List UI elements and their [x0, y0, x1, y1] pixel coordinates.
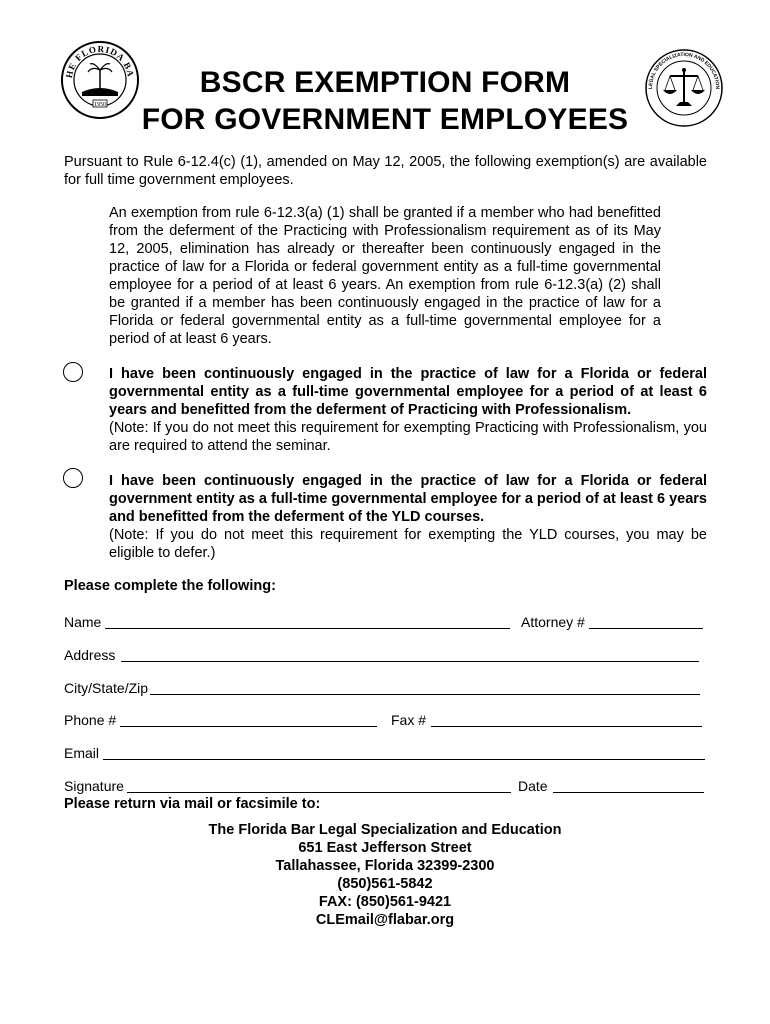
seal-year: 1950 [94, 102, 106, 108]
return-phone: (850)561-5842 [337, 876, 433, 892]
address-label: Address [64, 647, 116, 663]
phone-label: Phone # [64, 712, 117, 728]
fax-label: Fax # [391, 712, 427, 728]
option-2 [109, 472, 707, 562]
attorney-number-label: Attorney # [521, 614, 585, 630]
exemption-rule-paragraph: An exemption from rule 6-12.3(a) (1) shall be granted if a member who had benefitted from the deferment of the Practicing with Professionalism requirement as of its May 12, 2005, elimination has already or thereafter been continuously engaged in the practice of law for a Florida or federal government entity as a full-time governmental employee for a period of at least 6 years. An exemption from rule 6-12.3(a) (2) shall be granted if a member has been continuously engaged in the practice of law for a Florida or federal governmental entity as a full-time governmental employee for a period of at least 6 years. [109, 205, 661, 347]
return-heading: Please return via mail or facsimile to: [64, 796, 321, 812]
option-1-statement: I have been continuously engaged in the practice of law for a Florida or federal governmental entity as a full-time governmental employee for a period of at least 6 years and benefitted from the deferment of Practicing with Professionalism. [109, 366, 707, 418]
date-label: Date [518, 778, 548, 794]
attorney-number-field[interactable] [589, 628, 703, 629]
return-email: CLEmail@flabar.org [315, 912, 455, 928]
date-field[interactable] [553, 792, 704, 793]
city-state-zip-field[interactable] [150, 694, 700, 695]
signature-field[interactable] [127, 792, 511, 793]
option-1-note: (Note: If you do not meet this requirement for exempting Practicing with Professionalism, you are required to attend the seminar. [109, 420, 707, 454]
option-1-radio[interactable] [63, 362, 83, 382]
city-state-zip-label: City/State/Zip [64, 680, 149, 696]
email-field[interactable] [103, 759, 705, 760]
option-2-note: (Note: If you do not meet this requirement for exempting the YLD courses, you may be eligible to defer.) [109, 527, 707, 561]
option-2-statement: I have been continuously engaged in the practice of law for a Florida or federal government entity as a full-time governmental employee for a period of at least 6 years and benefitted from the deferment of the YLD courses. [109, 473, 707, 525]
page-title-line2: FOR GOVERNMENT EMPLOYEES [141, 103, 629, 136]
seal-text: THE FLORIDA BAR [56, 32, 136, 79]
name-field[interactable] [105, 628, 510, 629]
option-2-radio[interactable] [63, 468, 83, 488]
seal-ring-text: LEGAL SPECIALIZATION AND EDUCATION [647, 51, 721, 90]
return-fax: FAX: (850)561-9421 [318, 894, 452, 910]
intro-paragraph: Pursuant to Rule 6-12.4(c) (1), amended on May 12, 2005, the following exemption(s) are available for full time government employees. [64, 154, 707, 188]
page-title-line1: BSCR EXEMPTION FORM [199, 66, 571, 99]
return-city: Tallahassee, Florida 32399-2300 [275, 858, 495, 874]
return-street: 651 East Jefferson Street [298, 840, 472, 856]
signature-label: Signature [64, 778, 124, 794]
email-label: Email [64, 745, 100, 761]
name-label: Name [64, 614, 102, 630]
return-org: The Florida Bar Legal Specialization and Education [208, 822, 562, 838]
fax-field[interactable] [431, 726, 702, 727]
form-heading: Please complete the following: [64, 578, 276, 594]
address-field[interactable] [121, 661, 699, 662]
option-1 [109, 365, 707, 455]
phone-field[interactable] [120, 726, 377, 727]
